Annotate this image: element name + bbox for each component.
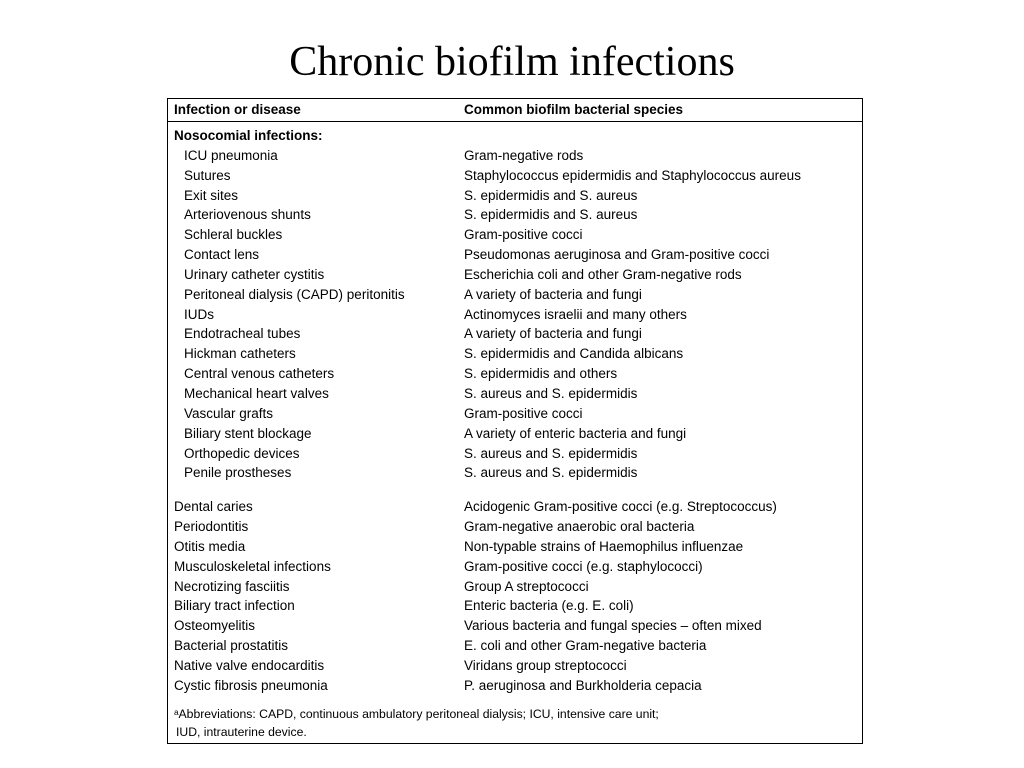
infection-cell: Central venous catheters — [184, 366, 335, 382]
header-infection-or-disease: Infection or disease — [174, 102, 301, 117]
table-row — [168, 266, 862, 286]
table-row — [168, 518, 862, 538]
species-cell: Gram-positive cocci — [464, 227, 583, 243]
species-cell: A variety of bacteria and fungi — [464, 326, 642, 342]
infection-cell: Cystic fibrosis pneumonia — [174, 677, 328, 693]
infection-cell: Schleral buckles — [184, 227, 283, 243]
table-row — [168, 578, 862, 598]
infection-cell: Hickman catheters — [184, 346, 296, 362]
infection-cell: Peritoneal dialysis (CAPD) peritonitis — [184, 286, 405, 302]
section-label-nosocomial: Nosocomial infections: — [174, 128, 323, 143]
other-rows — [168, 498, 862, 696]
species-cell: S. epidermidis and others — [464, 366, 618, 382]
infection-cell: Orthopedic devices — [184, 445, 300, 461]
infection-cell: Penile prostheses — [184, 465, 292, 481]
species-cell: Gram-negative anaerobic oral bacteria — [464, 519, 695, 535]
table-row — [168, 617, 862, 637]
species-cell: Various bacteria and fungal species – often mixed — [464, 618, 762, 634]
species-cell: Group A streptococci — [464, 578, 589, 594]
infection-cell: Exit sites — [184, 187, 239, 203]
table-row — [168, 677, 862, 697]
section-row — [168, 127, 862, 147]
table-row — [168, 345, 862, 365]
species-cell: Staphylococcus epidermidis and Staphylococcus aureus — [464, 167, 801, 183]
infection-cell: Biliary stent blockage — [184, 425, 312, 441]
infection-cell: Mechanical heart valves — [184, 385, 329, 401]
species-cell: S. epidermidis and Candida albicans — [464, 346, 684, 362]
table-row — [168, 558, 862, 578]
species-cell: Escherichia coli and other Gram-negative rods — [464, 266, 742, 282]
infection-cell: Arteriovenous shunts — [184, 207, 311, 223]
table-row — [168, 226, 862, 246]
table-row — [168, 246, 862, 266]
species-cell: E. coli and other Gram-negative bacteria — [464, 638, 707, 654]
table-row — [168, 206, 862, 226]
header-bacterial-species: Common biofilm bacterial species — [464, 102, 684, 117]
infection-cell: Dental caries — [174, 499, 253, 515]
species-cell: S. aureus and S. epidermidis — [464, 385, 638, 401]
section-gap — [168, 484, 862, 498]
infection-cell: Musculoskeletal infections — [174, 558, 331, 574]
infection-cell: IUDs — [184, 306, 214, 322]
species-cell: Gram-negative rods — [464, 147, 584, 163]
species-cell: P. aeruginosa and Burkholderia cepacia — [464, 677, 702, 693]
species-cell: S. epidermidis and S. aureus — [464, 187, 638, 203]
table-row — [168, 385, 862, 405]
species-cell: Gram-positive cocci (e.g. staphylococci) — [464, 558, 703, 574]
table-row — [168, 445, 862, 465]
table-row — [168, 306, 862, 326]
infection-cell: ICU pneumonia — [184, 147, 278, 163]
species-cell: A variety of enteric bacteria and fungi — [464, 425, 687, 441]
table-row — [168, 597, 862, 617]
infection-cell: Otitis media — [174, 538, 246, 554]
infection-cell: Endotracheal tubes — [184, 326, 301, 342]
nosocomial-rows — [168, 147, 862, 484]
infection-cell: Periodontitis — [174, 519, 249, 535]
table-row — [168, 365, 862, 385]
infection-cell: Vascular grafts — [184, 405, 274, 421]
table-row — [168, 538, 862, 558]
table-footnote — [174, 705, 854, 741]
species-cell: Non-typable strains of Haemophilus influenzae — [464, 538, 744, 554]
species-cell: Enteric bacteria (e.g. E. coli) — [464, 598, 634, 614]
table-body — [168, 127, 862, 697]
table-row — [168, 637, 862, 657]
table-row — [168, 286, 862, 306]
footnote-line: IUD, intrauterine device. — [176, 725, 307, 739]
species-cell: Pseudomonas aeruginosa and Gram-positive cocci — [464, 247, 770, 263]
infection-cell: Sutures — [184, 167, 231, 183]
table-row — [168, 147, 862, 167]
species-cell: Gram-positive cocci — [464, 405, 583, 421]
infection-cell: Native valve endocarditis — [174, 657, 325, 673]
table-row — [168, 425, 862, 445]
species-cell: Viridans group streptococci — [464, 657, 627, 673]
infection-cell: Osteomyelitis — [174, 618, 256, 634]
table-row — [168, 464, 862, 484]
biofilm-infections-table — [167, 98, 863, 744]
table-row — [168, 498, 862, 518]
table-header-row — [168, 99, 862, 122]
table-row — [168, 405, 862, 425]
species-cell: Actinomyces israelii and many others — [464, 306, 687, 322]
species-cell: Acidogenic Gram-positive cocci (e.g. Streptococcus) — [464, 499, 777, 515]
slide-title: Chronic biofilm infections — [289, 39, 735, 85]
table-row — [168, 325, 862, 345]
infection-cell: Contact lens — [184, 247, 260, 263]
table-row — [168, 187, 862, 207]
table-row — [168, 657, 862, 677]
species-cell: S. aureus and S. epidermidis — [464, 465, 638, 481]
footnote-line: ᵃAbbreviations: CAPD, continuous ambulatory peritoneal dialysis; ICU, intensive care unit; — [174, 707, 659, 721]
infection-cell: Urinary catheter cystitis — [184, 266, 325, 282]
infection-cell: Bacterial prostatitis — [174, 638, 289, 654]
table-row — [168, 167, 862, 187]
species-cell: S. epidermidis and S. aureus — [464, 207, 638, 223]
species-cell: A variety of bacteria and fungi — [464, 286, 642, 302]
infection-cell: Biliary tract infection — [174, 598, 295, 614]
species-cell: S. aureus and S. epidermidis — [464, 445, 638, 461]
infection-cell: Necrotizing fasciitis — [174, 578, 290, 594]
